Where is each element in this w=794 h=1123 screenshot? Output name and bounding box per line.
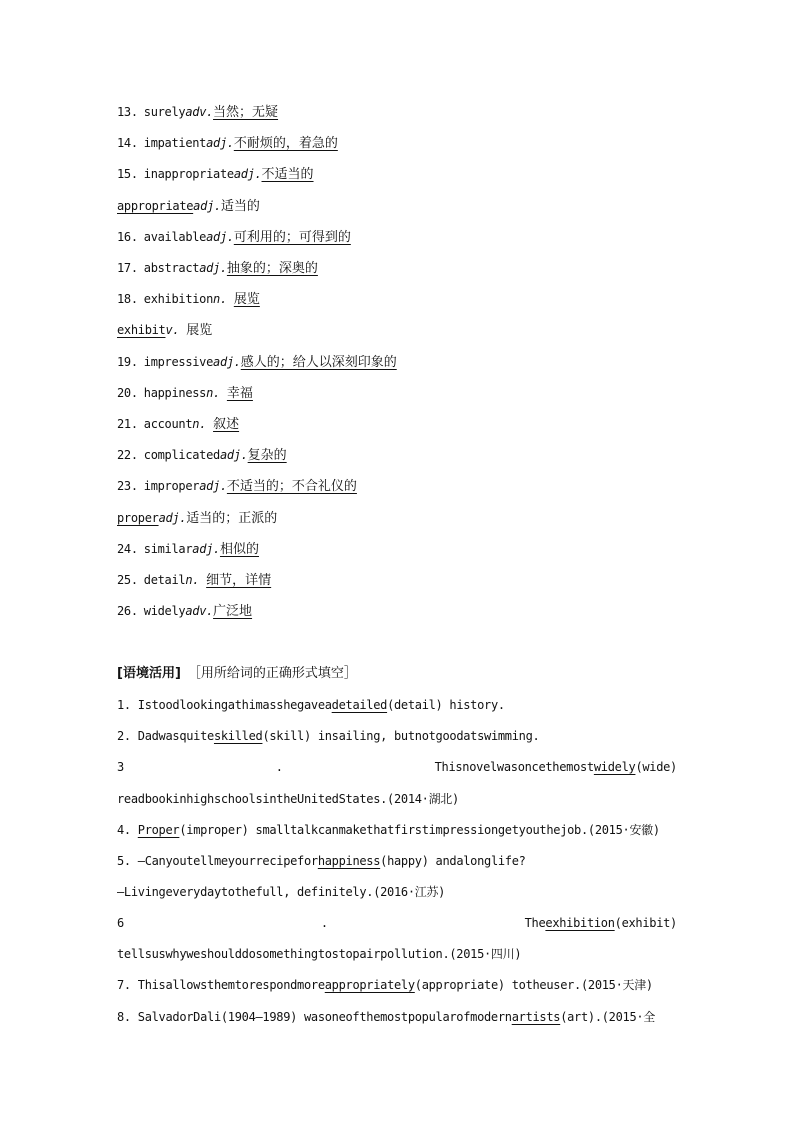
vocab-number: 25. (117, 573, 138, 587)
vocab-item (117, 414, 239, 434)
vocab-meaning: 可利用的；可得到的 (233, 230, 351, 245)
part-of-speech: adj. (199, 261, 227, 275)
exercise-5 (117, 851, 526, 871)
section-tag: [语境活用] (117, 666, 181, 681)
exercise-text: (skill) insailing, butnotgoodatswimming. (262, 729, 540, 743)
vocab-word: improper (143, 479, 200, 493)
exercise-5-reply: —Livingeverydaytothefull, definitely.(2016·江苏) (117, 885, 446, 899)
section-heading (117, 663, 357, 683)
part-of-speech: adj. (233, 167, 262, 181)
exercise-3 (117, 757, 677, 777)
exercise-7 (117, 975, 653, 995)
vocab-meaning: 抽象的；深奥的 (226, 261, 318, 276)
part-of-speech: adj. (206, 136, 234, 150)
part-of-speech: n. (206, 386, 220, 400)
part-of-speech: adj. (193, 199, 221, 213)
vocab-word: complicated (143, 448, 220, 462)
vocab-derived-item (117, 196, 260, 216)
exercise-answer: skilled (213, 729, 263, 743)
vocab-meaning: 适当的；正派的 (186, 511, 278, 526)
vocab-item (117, 445, 287, 465)
vocab-number: 19. (117, 355, 138, 369)
exercise-text: (art).(2015·全 (560, 1010, 655, 1024)
vocab-word: inappropriate (143, 167, 234, 181)
vocab-number: 24. (117, 542, 138, 556)
part-of-speech: adj. (213, 355, 241, 369)
exercise-answer: artists (511, 1010, 561, 1024)
vocab-word: available (143, 230, 207, 244)
vocab-number: 23. (117, 479, 138, 493)
exercise-text: (appropriate) totheuser.(2015·天津) (414, 978, 653, 992)
exercise-text: 1. Istoodlookingathimasshegavea (117, 698, 332, 712)
exercise-4 (117, 820, 660, 840)
vocab-item (117, 289, 260, 309)
vocab-item (117, 102, 278, 122)
exercise-text: 4. (117, 823, 138, 837)
exercise-text: (improper) smalltalkcanmakethatfirstimpressiongetyouthejob.(2015·安徽) (179, 823, 660, 837)
vocab-number: 16. (117, 230, 138, 244)
part-of-speech: adv. (185, 105, 214, 119)
exercise-dot: . (275, 760, 283, 774)
vocab-meaning: 相似的 (219, 542, 259, 557)
vocab-meaning: 感人的；给人以深刻印象的 (240, 355, 397, 370)
vocab-item (117, 570, 271, 590)
vocab-item (117, 133, 338, 153)
exercise-answer: exhibition (545, 916, 615, 930)
vocab-number: 17. (117, 261, 138, 275)
exercise-text: (wide) (635, 760, 677, 774)
vocab-meaning: 广泛地 (213, 604, 253, 619)
exercise-answer: detailed (331, 698, 388, 712)
vocab-meaning: 细节，详情 (206, 573, 272, 588)
exercise-1 (117, 695, 505, 715)
part-of-speech: adv. (185, 604, 214, 618)
exercise-number: 3 (117, 760, 124, 774)
exercise-text: 7. Thisallowsthemtorespondmore (117, 978, 325, 992)
part-of-speech: n. (213, 292, 227, 306)
vocab-meaning: 复杂的 (247, 448, 287, 463)
section-instruction: ［用所给词的正确形式填空］ (187, 666, 357, 681)
part-of-speech: n. (192, 417, 207, 431)
vocab-word: similar (143, 542, 193, 556)
exercise-answer: widely (593, 760, 636, 774)
vocab-meaning: 不适当的；不合礼仪的 (226, 479, 357, 494)
vocab-number: 20. (117, 386, 138, 400)
exercise-text: 5. —Canyoutellmeyourrecipefor (117, 854, 318, 868)
vocab-word: widely (143, 604, 186, 618)
exercise-text: (happy) andalonglife? (380, 854, 526, 868)
exercise-3-continuation: readbookinhighschoolsintheUnitedStates.(2014·湖北) (117, 792, 459, 806)
vocab-meaning: 适当的 (220, 199, 260, 214)
part-of-speech: adj. (158, 511, 187, 525)
vocab-word: impatient (143, 136, 207, 150)
part-of-speech: adj. (206, 230, 234, 244)
vocab-item (117, 352, 397, 372)
vocab-word: account (143, 417, 193, 431)
exercise-answer: appropriately (324, 978, 415, 992)
vocab-item (117, 164, 314, 184)
part-of-speech: n. (185, 573, 200, 587)
exercise-text: (exhibit) (614, 916, 677, 930)
vocab-derived-item (117, 508, 277, 528)
part-of-speech: adj. (219, 448, 248, 462)
vocab-item (117, 476, 357, 496)
vocab-meaning: 展览 (186, 323, 213, 338)
exercise-dot: . (320, 916, 328, 930)
exercise-answer: happiness (317, 854, 381, 868)
vocab-number: 15. (117, 167, 138, 181)
exercise-6-continuation: tellsuswhyweshoulddosomethingtostopairpollution.(2015·四川) (117, 947, 522, 961)
vocab-number: 14. (117, 136, 138, 150)
exercise-text: (detail) history. (387, 698, 505, 712)
vocab-item (117, 601, 252, 621)
vocab-word: exhibit (117, 323, 166, 337)
vocab-meaning: 叙述 (213, 417, 240, 432)
exercise-8 (117, 1007, 655, 1027)
vocab-item (117, 539, 259, 559)
vocab-word: proper (117, 511, 159, 525)
vocab-number: 21. (117, 417, 138, 431)
vocab-meaning: 不耐烦的，着急的 (233, 136, 338, 151)
vocab-number: 26. (117, 604, 138, 618)
vocab-number: 22. (117, 448, 138, 462)
vocab-word: happiness (143, 386, 207, 400)
vocab-item (117, 227, 351, 247)
exercise-6 (117, 913, 677, 933)
vocab-word: detail (143, 573, 186, 587)
vocab-item (117, 383, 253, 403)
part-of-speech: adj. (192, 542, 220, 556)
vocab-number: 18. (117, 292, 138, 306)
exercise-sentence (435, 757, 677, 777)
exercise-answer: Proper (137, 823, 180, 837)
part-of-speech: adj. (199, 479, 227, 493)
vocab-word: abstract (143, 261, 200, 275)
vocab-word: impressive (143, 355, 214, 369)
exercise-number: 6 (117, 916, 124, 930)
exercise-2 (117, 726, 539, 746)
exercise-text: Thisnovelwasoncethemost (434, 760, 594, 774)
vocab-meaning: 当然；无疑 (213, 105, 279, 120)
exercise-sentence (525, 913, 677, 933)
vocab-meaning: 不适当的 (261, 167, 314, 182)
vocab-meaning: 幸福 (226, 386, 253, 401)
vocab-word: exhibition (143, 292, 214, 306)
vocab-derived-item (117, 320, 212, 340)
vocab-item (117, 258, 318, 278)
vocab-number: 13. (117, 105, 138, 119)
exercise-text: The (524, 916, 546, 930)
vocab-word: surely (143, 105, 186, 119)
part-of-speech: v. (165, 323, 180, 337)
exercise-text: 2. Dadwasquite (117, 729, 214, 743)
vocab-meaning: 展览 (233, 292, 260, 307)
vocab-word: appropriate (117, 199, 194, 213)
exercise-text: 8. SalvadorDali(1904—1989) wasoneofthemostpopularofmodern (117, 1010, 512, 1024)
